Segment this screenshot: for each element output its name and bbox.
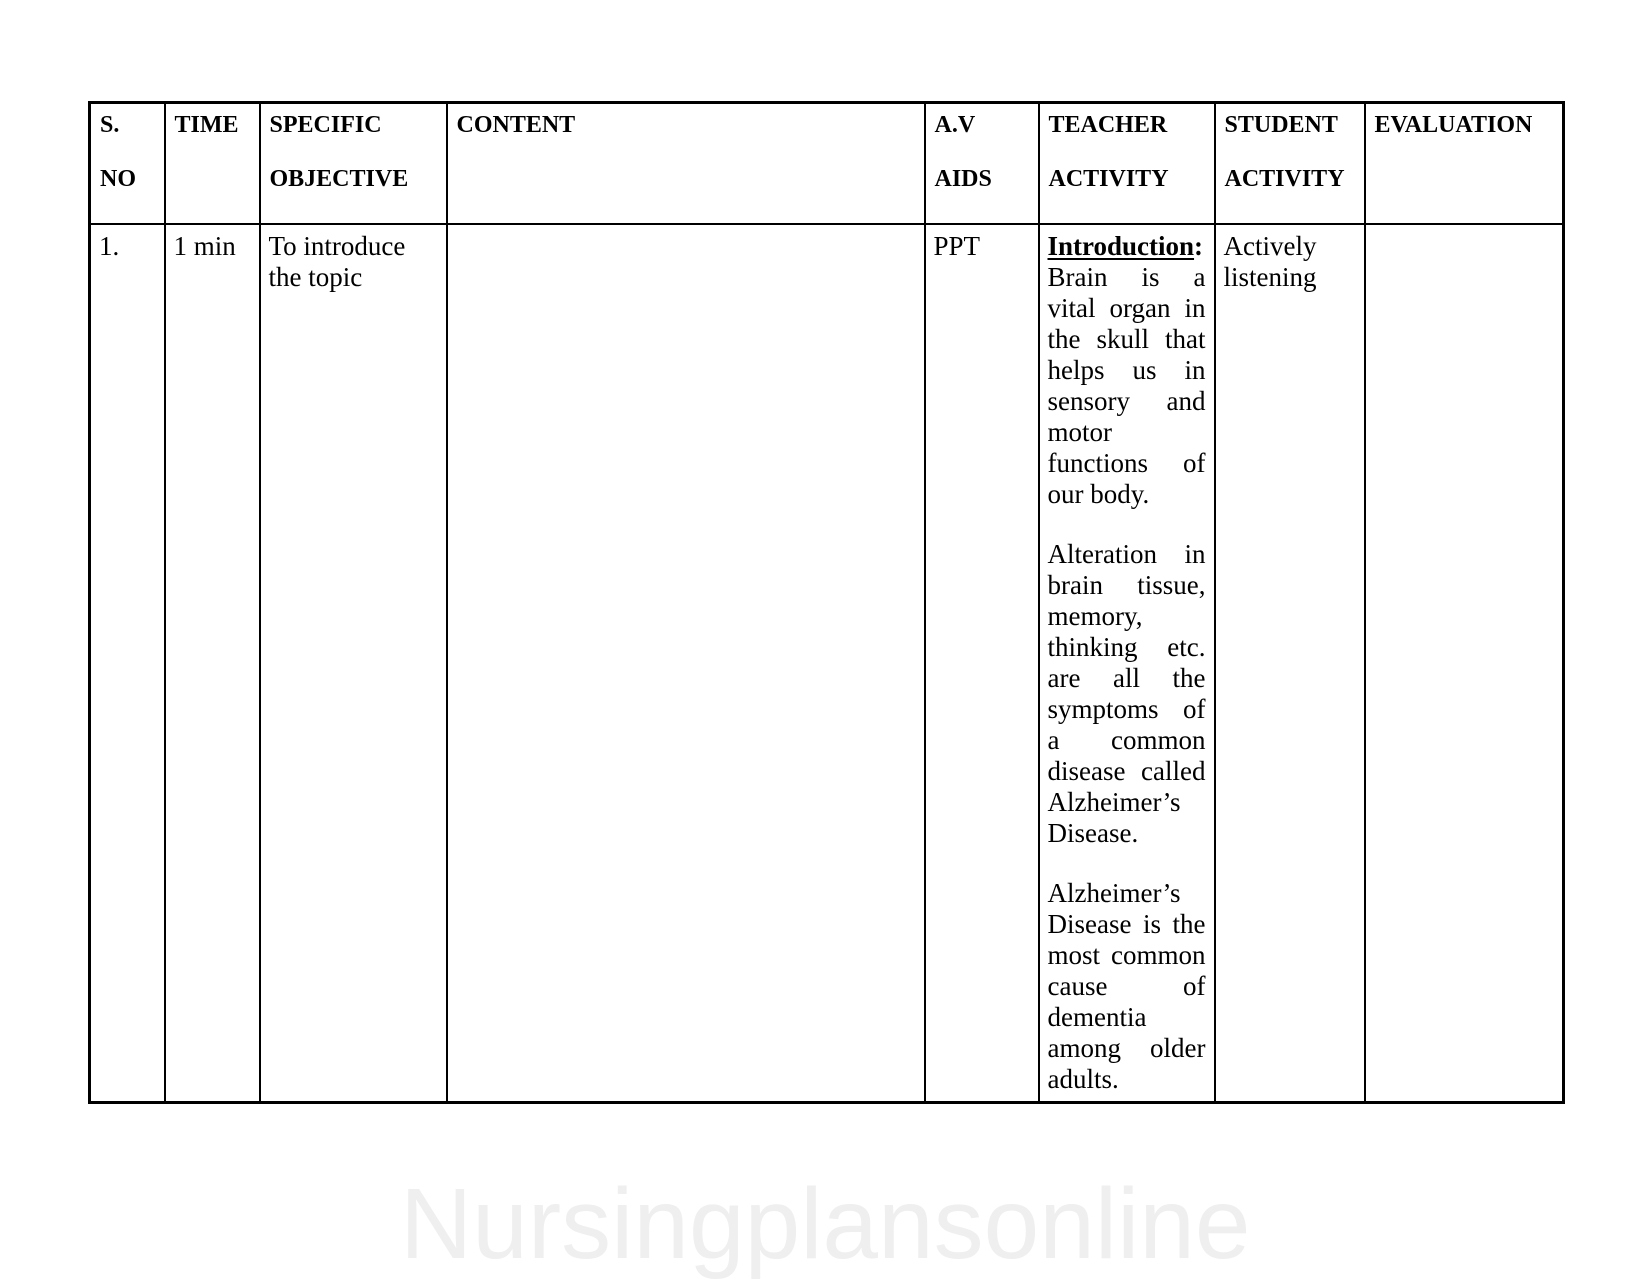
header-cell-s-no [90, 103, 165, 224]
header-cell-av-aids [925, 103, 1039, 224]
watermark: Nursingplansonline [400, 1168, 1251, 1280]
table-header-row [90, 103, 1564, 224]
cell-content [447, 224, 925, 1103]
header-label: EVALUATION [1374, 112, 1533, 138]
header-cell-evaluation [1365, 103, 1564, 224]
cell-teacher-activity [1039, 224, 1215, 1103]
cell-s-no: 1. [90, 224, 165, 1103]
header-label: A.V [934, 112, 976, 138]
teacher-paragraph: Brain is a vital organ in the skull that helps us in sensory and motor functions of our body. [1047, 261, 1206, 509]
header-label: S. [100, 112, 120, 138]
intro-heading-colon: : [1194, 230, 1204, 261]
header-label: NO [100, 165, 136, 192]
header-cell-content [447, 103, 925, 224]
header-label: ACTIVITY [1048, 165, 1169, 192]
intro-heading [1048, 231, 1206, 262]
teacher-paragraph: Alzheimer’s Disease is the most common cause of dementia among older adults. [1047, 877, 1206, 1094]
teacher-paragraph: Alteration in brain tissue, memory, thinking etc. are all the symptoms of a common disease called Alzheimer’s Disease. [1047, 538, 1206, 848]
header-cell-teacher-activity [1039, 103, 1215, 224]
header-label: TIME [174, 112, 239, 138]
header-label: ACTIVITY [1224, 165, 1345, 192]
table-row [90, 224, 1564, 1103]
header-label: OBJECTIVE [269, 165, 409, 192]
intro-heading-text: Introduction [1047, 230, 1195, 261]
header-label: AIDS [934, 165, 992, 192]
cell-student-activity: Actively listening [1215, 224, 1365, 1103]
header-label: TEACHER [1048, 112, 1168, 138]
header-cell-student-activity [1215, 103, 1365, 224]
header-label: SPECIFIC [269, 112, 382, 138]
header-cell-time [165, 103, 260, 224]
cell-specific-objective: To introduce the topic [260, 224, 447, 1103]
cell-time: 1 min [165, 224, 260, 1103]
cell-evaluation [1365, 224, 1564, 1103]
header-cell-specific-objective [260, 103, 447, 224]
lesson-plan-table [88, 101, 1565, 1104]
header-label: CONTENT [456, 112, 576, 138]
cell-av-aids: PPT [925, 224, 1039, 1103]
header-label: STUDENT [1224, 112, 1338, 138]
